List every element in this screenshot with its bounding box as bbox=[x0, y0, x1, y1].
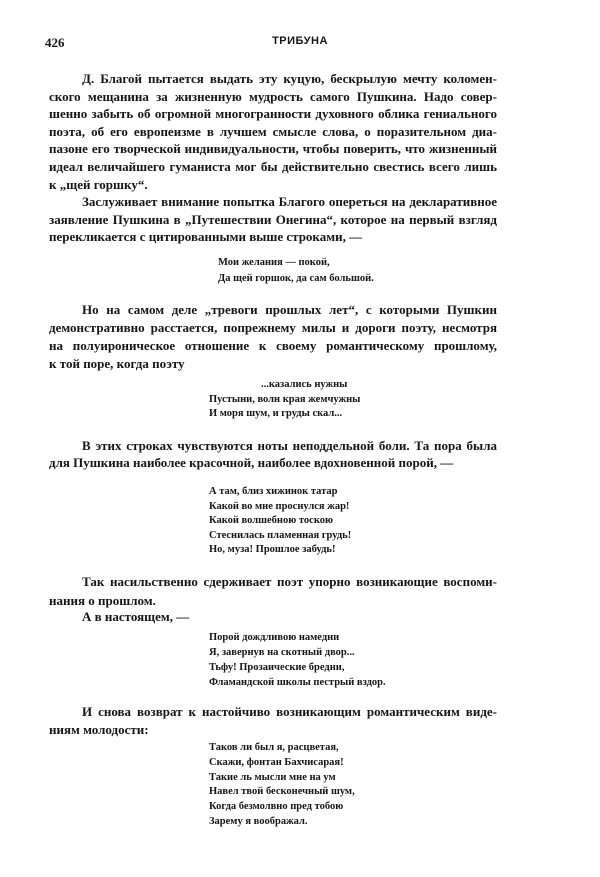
text-line: идеал величайшего гуманиста мог бы действительно свестись всего лишь bbox=[49, 158, 497, 174]
poem-line: Какой волшебною тоскою bbox=[209, 515, 334, 527]
text-line: поэта, об его европеизме в лучшем смысле слова, о поразительном диа- bbox=[49, 123, 497, 139]
paragraph bbox=[49, 703, 497, 739]
text-line: пазоне его творческой индивидуальности, чтобы поверить, что жизненный bbox=[49, 141, 497, 157]
poem-line: Зарему я воображал. bbox=[209, 815, 308, 827]
paragraph bbox=[49, 608, 497, 626]
poem-line: Я, завернув на скотный двор... bbox=[209, 647, 355, 658]
paragraph bbox=[49, 301, 497, 373]
text-line: И снова возврат к настойчиво возникающим романтическим виде- bbox=[82, 704, 497, 719]
poem-line: Пустыни, волн края жемчужны bbox=[209, 393, 361, 405]
text-line: на полуироническое отношение к своему романтическому прошлому, bbox=[49, 338, 497, 353]
poem-line: Когда безмолвно пред тобою bbox=[209, 801, 344, 813]
text-line: Но на самом деле „тревоги прошлых лет“, с которыми Пушкин bbox=[82, 302, 497, 317]
paragraph bbox=[49, 573, 497, 610]
poem-line: Стеснилась пламенная грудь! bbox=[209, 529, 352, 541]
poem-line: Фламандской школы пестрый вздор. bbox=[209, 677, 386, 688]
poem-quote bbox=[209, 378, 360, 422]
poem-line: Мои желания — покой, bbox=[218, 257, 330, 268]
poem-line: Порой дождливою намедни bbox=[209, 632, 340, 643]
poem-line: Но, муза! Прошлое забудь! bbox=[209, 544, 336, 556]
poem-quote bbox=[209, 485, 351, 558]
text-line: Д. Благой пытается выдать эту куцую, бескрылую мечту коломен- bbox=[82, 71, 497, 86]
text-line: шенно забыть об огромной многогранности духовного облика гениального bbox=[49, 106, 497, 122]
text-line: А в настоящем, — bbox=[82, 609, 190, 624]
poem-quote bbox=[209, 630, 386, 690]
poem-line: Навел твой бесконечный шум, bbox=[209, 786, 355, 798]
text-line: нания о прошлом. bbox=[49, 592, 156, 608]
poem-line: И моря шум, и груды скал... bbox=[209, 408, 343, 419]
paragraph bbox=[49, 70, 497, 193]
poem-line: Скажи, фонтан Бахчисарая! bbox=[209, 756, 344, 768]
text-line: Так насильственно сдерживает поэт упорно возникающие воспоми- bbox=[82, 574, 497, 589]
paragraph bbox=[49, 437, 497, 471]
text-line: В этих строках чувствуются ноты неподдельной боли. Та пора была bbox=[82, 438, 497, 453]
text-line: к той поре, когда поэту bbox=[49, 356, 185, 371]
text-line: для Пушкина наиболее красочной, наиболее вдохновенной порой, — bbox=[49, 455, 454, 470]
poem-line: Какой во мне проснулся жар! bbox=[209, 500, 350, 512]
text-line: перекликается с цитированными выше строками, — bbox=[49, 229, 363, 245]
page-number: 426 bbox=[45, 35, 65, 50]
poem-line: Тьфу! Прозаические бредни, bbox=[209, 662, 345, 673]
poem-line: Таков ли был я, расцветая, bbox=[209, 742, 339, 753]
text-line: заявление Пушкина в „Путешествии Онегина“, которое на первый взгляд bbox=[49, 211, 497, 227]
text-line: к „щей горшку“. bbox=[49, 176, 148, 192]
running-title: ТРИБУНА bbox=[272, 35, 328, 47]
poem-line: А там, близ хижинок татар bbox=[209, 486, 338, 497]
text-line: ниям молодости: bbox=[49, 722, 149, 737]
text-line: Заслуживает внимание попытка Благого опереться на декларативное bbox=[82, 194, 497, 209]
poem-line: Да щей горшок, да сам большой. bbox=[218, 273, 374, 284]
text-line: демонстративно расстается, попрежнему милы и дороги поэту, несмотря bbox=[49, 320, 497, 335]
poem-quote bbox=[218, 255, 374, 287]
paragraph bbox=[49, 193, 497, 246]
poem-quote bbox=[209, 741, 355, 830]
poem-line: ...казались нужны bbox=[261, 379, 348, 390]
poem-line: Такие ль мысли мне на ум bbox=[209, 771, 336, 783]
text-line: ского мещанина за жизненную мудрость самого Пушкина. Надо совер- bbox=[49, 88, 497, 104]
